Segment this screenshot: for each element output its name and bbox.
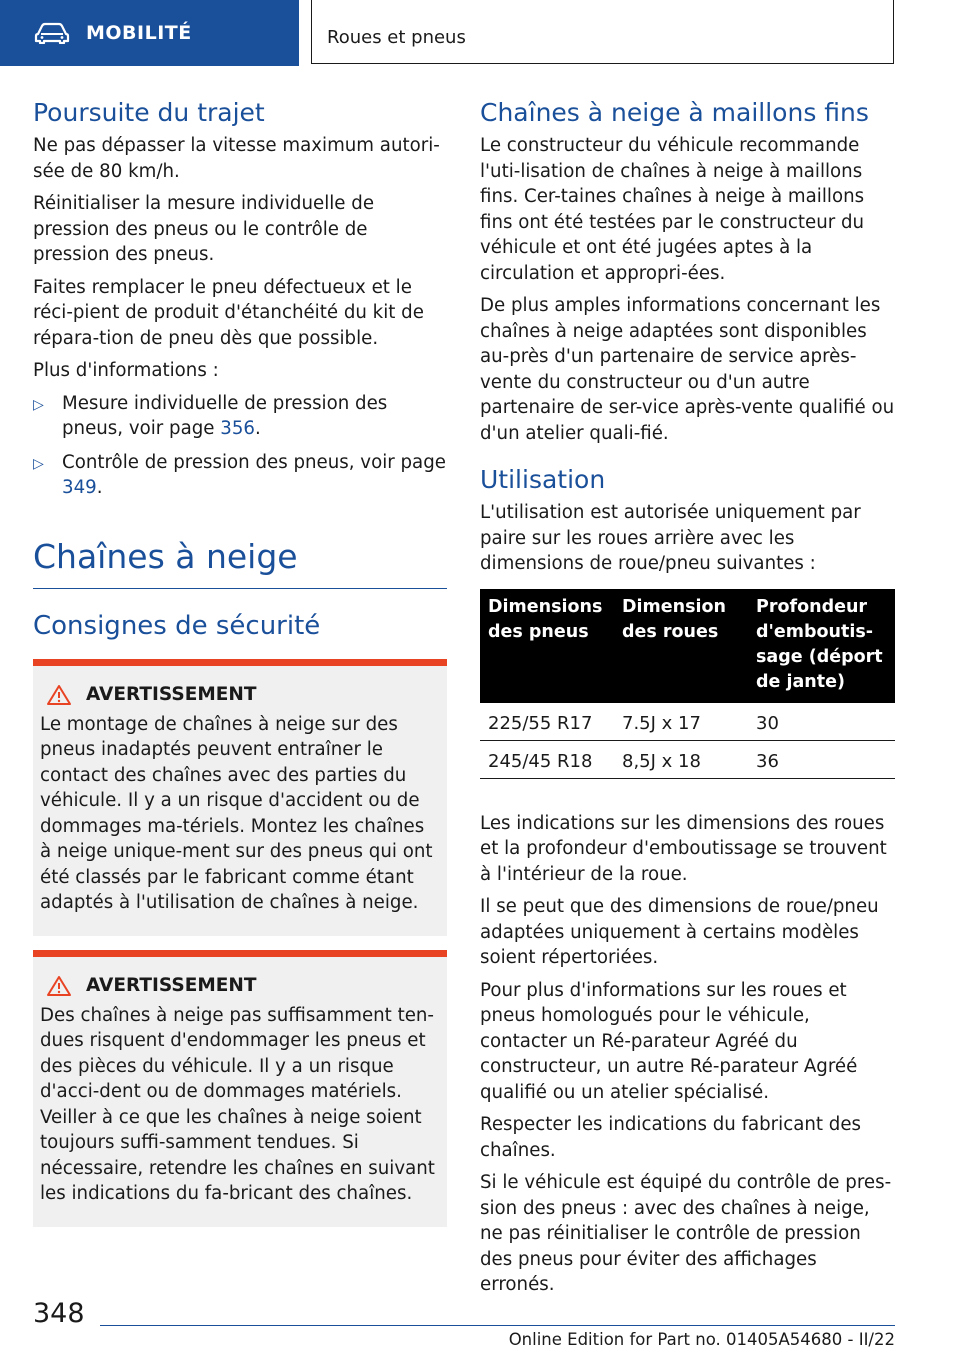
- table-header: Dimensions des pneus: [480, 589, 614, 703]
- warning-triangle-icon: [46, 975, 72, 997]
- paragraph: Ne pas dépasser la vitesse maximum autori-sée de 80 km/h.: [33, 135, 440, 182]
- paragraph: Faites remplacer le pneu défectueux et le réci-pient de produit d'étanchéité du kit de répara-tion de pneu dès que possible.: [33, 276, 424, 349]
- page-link-349[interactable]: 349: [62, 477, 97, 498]
- dimensions-table: [480, 589, 895, 779]
- page-number: 348: [33, 1298, 85, 1329]
- table-cell: 30: [748, 703, 895, 741]
- list-item: ▷ Mesure individuelle de pression des pneus, voir page 356.: [33, 391, 447, 442]
- table-cell: 225/55 R17: [480, 703, 614, 741]
- heading-consignes: Consignes de sécurité: [33, 610, 321, 641]
- table-cell: 245/45 R18: [480, 740, 614, 778]
- warning-title: AVERTISSEMENT: [86, 684, 257, 705]
- warning-box: [33, 950, 447, 1227]
- section-tab: [0, 0, 299, 66]
- table-row: [480, 703, 895, 741]
- warning-text: Le montage de chaînes à neige sur des pneus inadaptés peuvent entraîner le contact des chaînes avec des parties du véhicule. Il y a un risque d'accident ou de dommages ma-tériels. Montez les chaînes à neige unique-ment sur des pneus qui ont été classés par le fabricant comme étant adaptés à l'utilisation de chaînes à neige.: [40, 713, 433, 913]
- bullet-triangle-icon: ▷: [33, 455, 44, 472]
- paragraph: Réinitialiser la mesure individuelle de pression des pneus ou le contrôle de pression des pneus.: [33, 193, 375, 265]
- table-header: Dimension des roues: [614, 589, 748, 703]
- table-cell: 8,5J x 18: [614, 740, 748, 778]
- warning-triangle-icon: [46, 684, 72, 706]
- paragraph: Le constructeur du véhicule recommande l'uti-lisation de chaînes à neige à maillons fins. Cer-taines chaînes à neige à maillons fins ont été testées par le constructeur du véhicule et ont été jugées aptes à la circulation et appropri-ées.: [480, 135, 865, 284]
- paragraph: Respecter les indications du fabricant des chaînes.: [480, 1114, 861, 1161]
- table-cell: 7.5J x 17: [614, 703, 748, 741]
- page-header: [311, 0, 894, 64]
- paragraph: L'utilisation est autorisée uniquement par paire sur les roues arrière avec les dimensions de roue/pneu suivantes :: [480, 502, 861, 574]
- heading-chaines-maillons: Chaînes à neige à maillons fins: [480, 98, 869, 127]
- page-link-356[interactable]: 356: [220, 418, 255, 439]
- footer-edition: Online Edition for Part no. 01405A54680 - II/22: [508, 1330, 895, 1349]
- warning-text: Des chaînes à neige pas suffisamment ten-dues risquent d'endommager les pneus et des pièces du véhicule. Il y a un risque d'acci-dent ou de dommages matériels. Veiller à ce que les chaînes à neige soient toujours suffi-samment tendues. Si nécessaire, retendre les chaînes en suivant les indications du fa-bricant des chaînes.: [40, 1004, 435, 1204]
- table-row: [480, 740, 895, 778]
- paragraph: Si le véhicule est équipé du contrôle de pres-sion des pneus : avec des chaînes à neige, ne pas réinitialiser le contrôle de pression des pneus pour éviter des affichages erronés.: [480, 1172, 892, 1295]
- footer-rule: [100, 1325, 895, 1326]
- chapter-title: Chaînes à neige: [33, 537, 447, 589]
- bullet-triangle-icon: ▷: [33, 396, 44, 413]
- heading-poursuite: Poursuite du trajet: [33, 98, 265, 127]
- warning-box: [33, 659, 447, 936]
- warning-title: AVERTISSEMENT: [86, 975, 257, 996]
- paragraph: Pour plus d'informations sur les roues et pneus homologués pour le véhicule, contacter un Ré-parateur Agréé du constructeur, un autre Ré-parateur Agréé qualifié ou un atelier spécialisé.: [480, 979, 858, 1103]
- table-header: Profondeur d'emboutissage (déport de jante): [748, 589, 895, 703]
- car-icon: [34, 22, 70, 44]
- page-title: Roues et pneus: [327, 27, 466, 48]
- right-column: [480, 98, 895, 1305]
- heading-utilisation: Utilisation: [480, 465, 606, 494]
- list-item: ▷ Contrôle de pression des pneus, voir page 349.: [33, 450, 447, 501]
- paragraph: Il se peut que des dimensions de roue/pneu adaptées uniquement à certains modèles soient répertoriées.: [480, 896, 879, 968]
- paragraph: Plus d'informations :: [33, 360, 219, 381]
- section-label: MOBILITÉ: [86, 22, 192, 44]
- table-cell: 36: [748, 740, 895, 778]
- paragraph: Les indications sur les dimensions des roues et la profondeur d'emboutissage se trouvent à l'intérieur de la roue.: [480, 812, 887, 885]
- left-column: [33, 98, 447, 1241]
- paragraph: De plus amples informations concernant les chaînes à neige adaptées sont disponibles au-près d'un partenaire de service après-vente du constructeur ou d'un autre partenaire de ser-vice après-vente qualifié ou d'un atelier quali-fié.: [480, 295, 895, 444]
